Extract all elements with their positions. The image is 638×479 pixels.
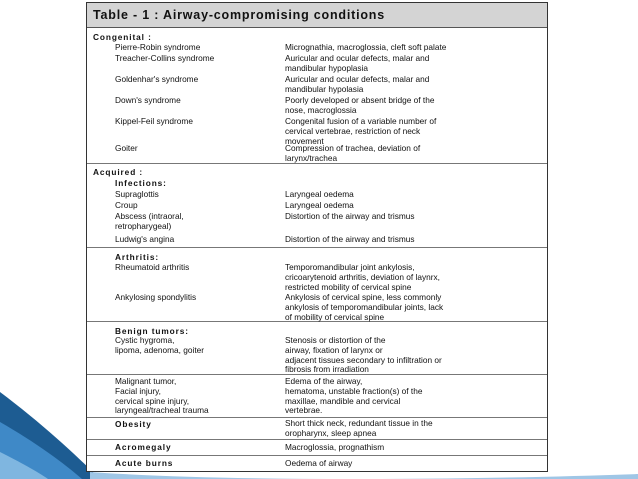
condition-cell: Abscess (intraoral, retropharygeal) bbox=[115, 211, 184, 231]
condition-cell: Supraglottis bbox=[115, 189, 159, 199]
condition-cell: Goiter bbox=[115, 143, 138, 153]
condition-cell: Treacher-Collins syndrome bbox=[115, 53, 215, 63]
description-cell: Temporomandibular joint ankylosis, cricoarytenoid arthritis, deviation of laynrx, restricted mobility of cervical spine bbox=[285, 262, 440, 292]
condition-cell: Croup bbox=[115, 200, 138, 210]
description-cell: Ankylosis of cervical spine, less commonly ankylosis of temporomandibular joints, lack of mobility of cervical spine bbox=[285, 292, 444, 322]
arthritis-section bbox=[87, 248, 547, 322]
description-cell: Laryngeal oedema bbox=[285, 189, 354, 199]
condition-cell: Cystic hygroma, lipoma, adenoma, goiter bbox=[115, 335, 205, 355]
congenital-header: Congenital : bbox=[93, 32, 152, 42]
description-cell: Macroglossia, prognathism bbox=[285, 442, 385, 452]
condition-cell: Malignant tumor, Facial injury, cervical spine injury, laryngeal/tracheal trauma bbox=[115, 376, 209, 416]
description-cell: Short thick neck, redundant tissue in the oropharynx, sleep apnea bbox=[285, 418, 433, 438]
condition-cell: Acute burns bbox=[115, 458, 174, 468]
acquired-header: Acquired : bbox=[93, 167, 144, 177]
condition-cell: Rheumatoid arthritis bbox=[115, 262, 190, 272]
description-cell: Distortion of the airway and trismus bbox=[285, 234, 415, 244]
condition-cell: Acromegaly bbox=[115, 442, 172, 452]
condition-cell: Pierre-Robin syndrome bbox=[115, 42, 201, 52]
condition-cell: Kippel-Feil syndrome bbox=[115, 116, 193, 126]
description-cell: Laryngeal oedema bbox=[285, 200, 354, 210]
description-cell: Congenital fusion of a variable number of cervical vertebrae, restriction of neck movement bbox=[285, 116, 437, 146]
table-title: Table - 1 : Airway-compromising conditions bbox=[87, 3, 547, 28]
description-cell: Edema of the airway, hematoma, unstable fraction(s) of the maxillae, mandible and cervical vertebrae. bbox=[285, 376, 423, 416]
acute-burns-section bbox=[87, 456, 547, 472]
infections-section bbox=[87, 164, 547, 248]
obesity-section bbox=[87, 418, 547, 440]
airway-conditions-table bbox=[86, 2, 548, 472]
malignant-trauma-section bbox=[87, 375, 547, 418]
benign-tumors-section bbox=[87, 322, 547, 375]
benign-tumors-header: Benign tumors: bbox=[115, 326, 189, 336]
acromegaly-section bbox=[87, 440, 547, 456]
infections-header: Infections: bbox=[115, 178, 167, 188]
condition-cell: Ludwig's angina bbox=[115, 234, 175, 244]
condition-cell: Down's syndrome bbox=[115, 95, 181, 105]
condition-cell: Obesity bbox=[115, 419, 152, 429]
description-cell: Poorly developed or absent bridge of the nose, macroglossia bbox=[285, 95, 435, 115]
description-cell: Auricular and ocular defects, malar and mandibular hypolasia bbox=[285, 74, 430, 94]
description-cell: Auricular and ocular defects, malar and mandibular hypoplasia bbox=[285, 53, 430, 73]
description-cell: Distortion of the airway and trismus bbox=[285, 211, 415, 221]
arthritis-header: Arthritis: bbox=[115, 252, 160, 262]
description-cell: Micrognathia, macroglossia, cleft soft palate bbox=[285, 42, 447, 52]
description-cell: Compression of trachea, deviation of larynx/trachea bbox=[285, 143, 421, 163]
condition-cell: Ankylosing spondylitis bbox=[115, 292, 197, 302]
condition-cell: Goldenhar's syndrome bbox=[115, 74, 199, 84]
congenital-section bbox=[87, 28, 547, 164]
description-cell: Oedema of airway bbox=[285, 458, 353, 468]
description-cell: Stenosis or distortion of the airway, fixation of larynx or adjacent tissues secondary to infiltration or fibrosis from irradiation bbox=[285, 335, 442, 375]
